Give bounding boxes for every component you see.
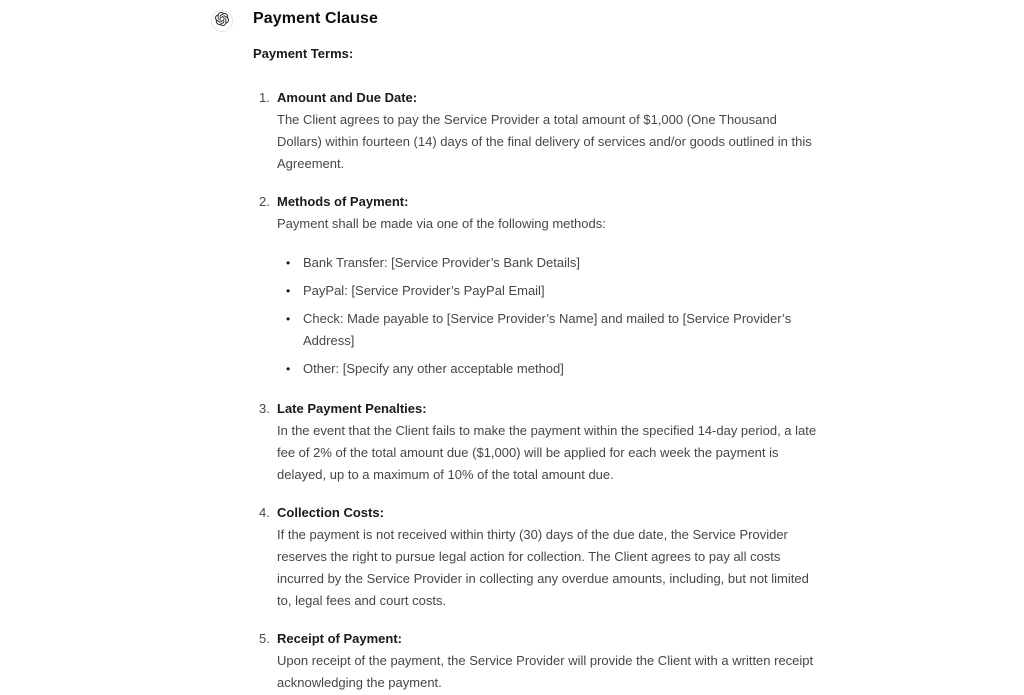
- list-item-late-payment-penalties: [259, 398, 825, 486]
- bullet-item-other: [277, 358, 825, 380]
- item-title: Late Payment Penalties:: [277, 401, 427, 416]
- bullet-item-bank-transfer: [277, 252, 825, 274]
- openai-logo-icon: [215, 12, 229, 31]
- bullet-item-check: [277, 308, 825, 352]
- message-title: Payment Clause: [253, 10, 379, 27]
- bullet-text: Check: Made payable to [Service Provider’s Name] and mailed to [Service Provider’s Address]: [303, 311, 792, 348]
- bullet-marker: •: [286, 256, 291, 270]
- bullet-marker: •: [286, 362, 291, 376]
- bullet-text: Bank Transfer: [Service Provider’s Bank Details]: [303, 255, 580, 270]
- assistant-avatar: [211, 10, 233, 32]
- item-body: The Client agrees to pay the Service Provider a total amount of $1,000 (One Thousand Dollars) within fourteen (14) days of the final delivery of services and/or goods outlined in this Agreement.: [277, 112, 812, 171]
- item-body: In the event that the Client fails to make the payment within the specified 14-day period, a late fee of 2% of the total amount due ($1,000) will be applied for each week the payment is delayed, up to a maximum of 10% of the total amount due.: [277, 423, 817, 482]
- bullet-text: PayPal: [Service Provider’s PayPal Email]: [303, 283, 545, 298]
- list-item-collection-costs: [259, 502, 825, 612]
- assistant-message: [211, 8, 825, 694]
- numbered-list: [253, 87, 825, 694]
- item-title: Collection Costs:: [277, 505, 384, 520]
- list-item-receipt-of-payment: [259, 628, 825, 694]
- payment-terms-label: Payment Terms:: [253, 46, 354, 61]
- bullet-text: Other: [Specify any other acceptable method]: [303, 361, 564, 376]
- list-number: 3.: [259, 401, 270, 416]
- list-item-methods-of-payment: [259, 191, 825, 382]
- bullet-marker: •: [286, 284, 291, 298]
- list-number: 2.: [259, 194, 270, 209]
- bullet-marker: •: [286, 312, 291, 326]
- item-title: Receipt of Payment:: [277, 631, 402, 646]
- item-body: If the payment is not received within thirty (30) days of the due date, the Service Provider reserves the right to pursue legal action for collection. The Client agrees to pay all costs incurred by the Service Provider in collecting any overdue amounts, including, but not limited to, legal fees and court costs.: [277, 527, 809, 608]
- item-title: Amount and Due Date:: [277, 90, 418, 105]
- bullet-item-paypal: [277, 280, 825, 302]
- list-number: 1.: [259, 90, 270, 105]
- payment-methods-bullet-list: [277, 252, 825, 380]
- list-number: 4.: [259, 505, 270, 520]
- item-body: Upon receipt of the payment, the Service Provider will provide the Client with a written receipt acknowledging the payment.: [277, 653, 814, 690]
- list-number: 5.: [259, 631, 270, 646]
- item-body: Payment shall be made via one of the following methods:: [277, 216, 606, 231]
- message-content: [253, 8, 825, 694]
- list-item-amount-due-date: [259, 87, 825, 175]
- item-title: Methods of Payment:: [277, 194, 409, 209]
